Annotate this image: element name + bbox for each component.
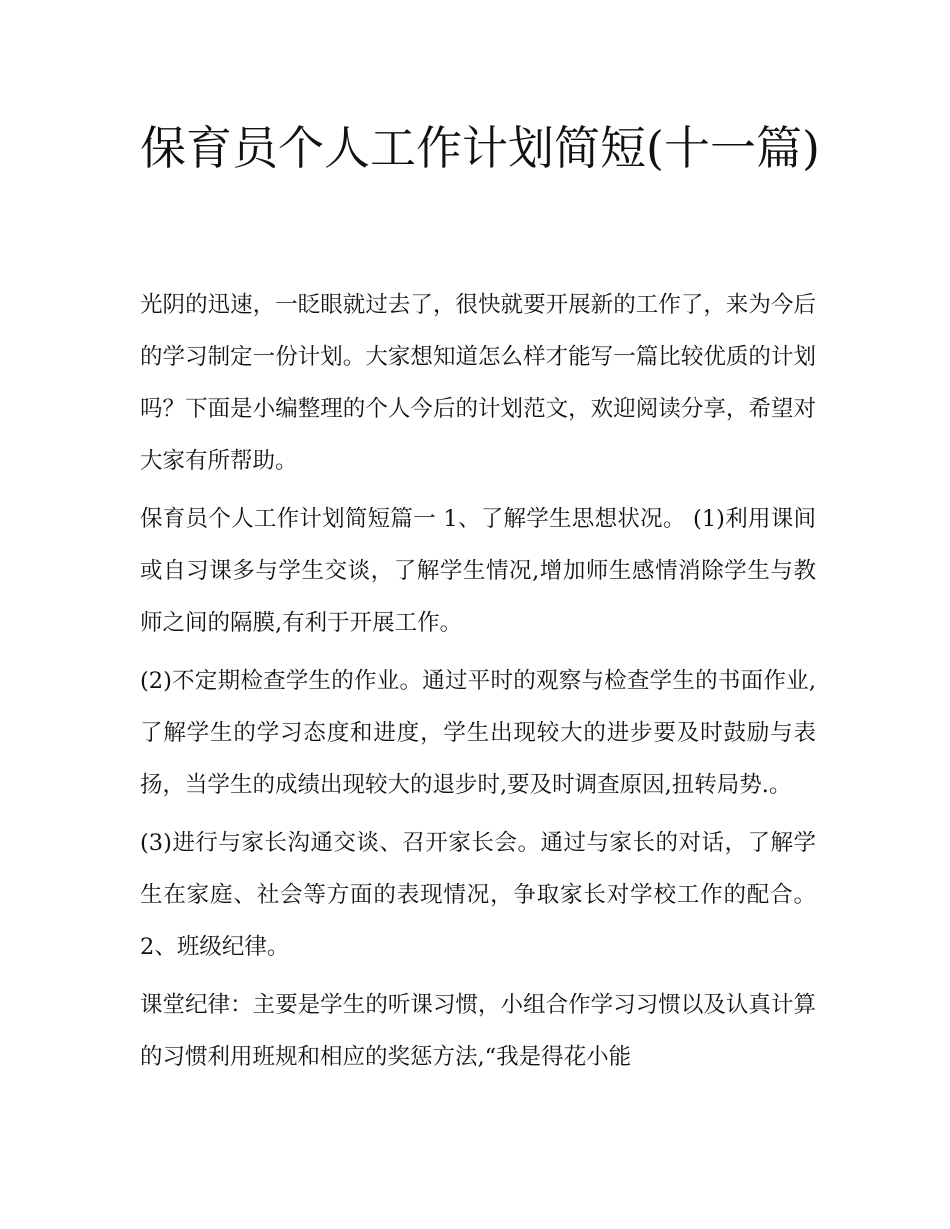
paragraph-homework-check: (2)不定期检查学生的作业。通过平时的观察与检查学生的书面作业,了解学生的学习态度和进度，学生出现较大的进步要及时鼓励与表扬，当学生的成绩出现较大的退步时,要及时调查原因,扭转局势.。 <box>140 668 816 798</box>
paragraph-plan-1: 保育员个人工作计划简短篇一 1、了解学生思想状况。 (1)利用课间或自习课多与学生交谈，了解学生情况,增加师生感情消除学生与教师之间的隔膜,有利于开展工作。 <box>140 506 816 636</box>
paragraph-parent-communication: (3)进行与家长沟通交谈、召开家长会。通过与家长的对话，了解学生在家庭、社会等方面的表现情况，争取家长对学校工作的配合。 2、班级纪律。 <box>140 830 816 960</box>
document-title: 保育员个人工作计划简短(十一篇) <box>140 121 820 175</box>
document-body <box>140 279 816 1089</box>
paragraph-classroom-discipline: 课堂纪律：主要是学生的听课习惯，小组合作学习习惯以及认真计算的习惯利用班规和相应的奖惩方法,“我是得花小能 <box>140 992 816 1070</box>
paragraph-intro: 光阴的迅速，一眨眼就过去了，很快就要开展新的工作了，来为今后的学习制定一份计划。大家想知道怎么样才能写一篇比较优质的计划吗？下面是小编整理的个人今后的计划范文，欢迎阅读分享，希望对大家有所帮助。 <box>140 292 816 474</box>
